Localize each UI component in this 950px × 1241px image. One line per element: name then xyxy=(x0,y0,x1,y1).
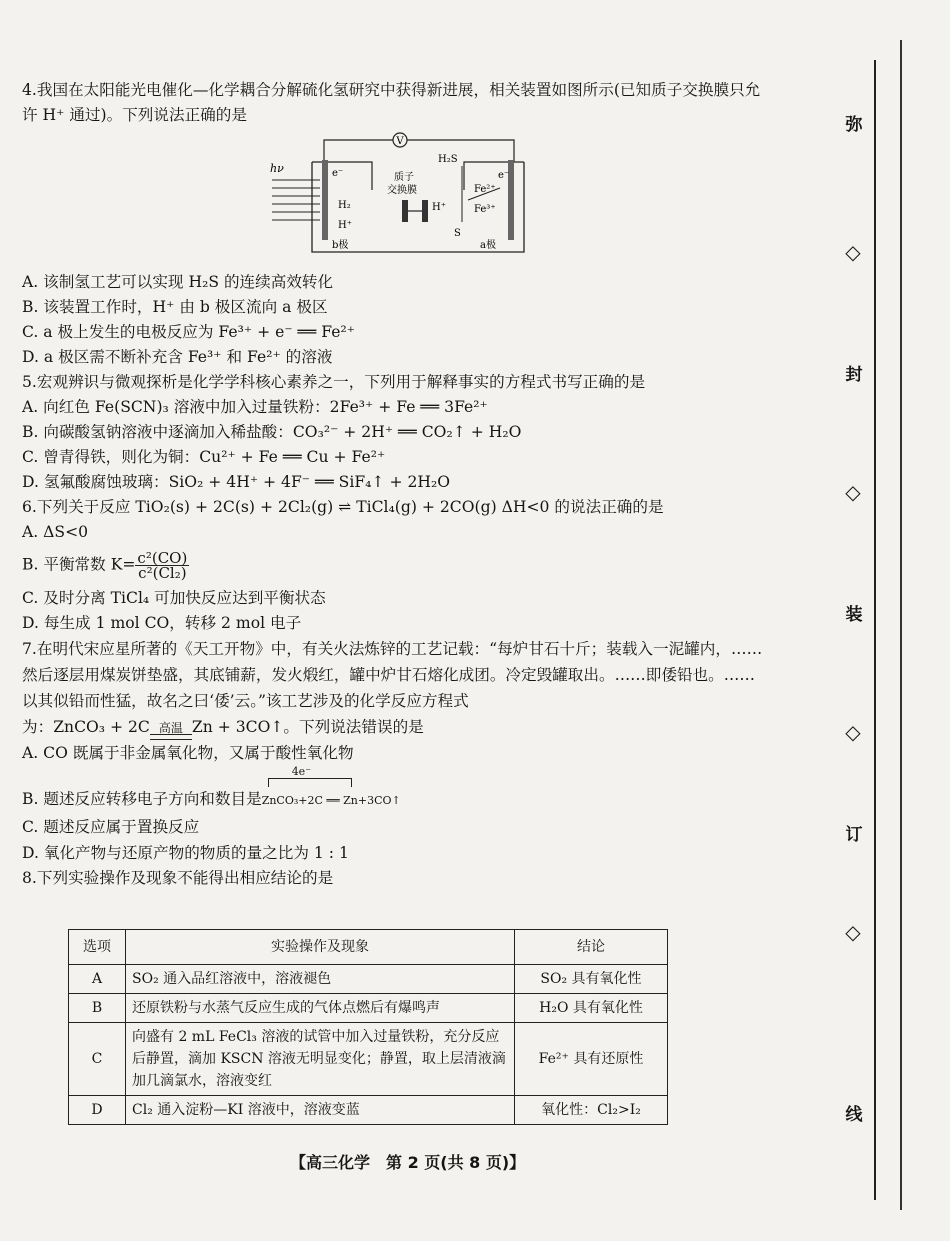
page-border xyxy=(900,40,902,1210)
table-header-row xyxy=(69,930,668,965)
table-row xyxy=(69,994,668,1023)
row-operation: SO₂ 通入品红溶液中，溶液褪色 xyxy=(126,965,515,994)
question-6-stem: 6.下列关于反应 TiO₂(s) + 2C(s) + 2Cl₂(g) ⇌ TiCl₄(g) + 2CO(g) ΔH<0 的说法正确的是 xyxy=(22,498,664,516)
question-5-option-a: A. 向红色 Fe(SCN)₃ 溶液中加入过量铁粉：2Fe³⁺ + Fe ══ 3Fe²⁺ xyxy=(22,398,488,416)
question-7-equation xyxy=(22,714,770,740)
header-operation: 实验操作及现象 xyxy=(126,930,515,965)
equilibrium-constant-fraction xyxy=(135,551,189,580)
electron-label-a: e⁻ xyxy=(498,170,510,181)
experiment-table xyxy=(68,929,668,1125)
page-footer: 【高三化学 第 2 页(共 8 页)】 xyxy=(290,1153,526,1172)
question-column xyxy=(22,78,770,891)
binding-label-1: 弥 xyxy=(845,115,863,135)
binding-label-4: 订 xyxy=(845,825,863,845)
question-8-stem: 8.下列实验操作及现象不能得出相应结论的是 xyxy=(22,869,334,887)
equation-suffix: Zn + 3CO↑。下列说法错误的是 xyxy=(191,718,424,736)
row-conclusion: H₂O 具有氧化性 xyxy=(515,994,668,1023)
question-4-option-d: D. a 极区需不断补充含 Fe³⁺ 和 Fe²⁺ 的溶液 xyxy=(22,348,333,366)
row-operation: 向盛有 2 mL FeCl₃ 溶液的试管中加入过量铁粉，充分反应后静置，滴加 KSCN 溶液无明显变化；静置，取上层清液滴加几滴氯水，溶液变红 xyxy=(126,1023,515,1096)
question-6-option-b-prefix: B. 平衡常数 K= xyxy=(22,555,136,574)
row-option: B xyxy=(69,994,126,1023)
question-7-option-b xyxy=(22,765,770,814)
binding-label-2: 封 xyxy=(845,365,863,385)
question-6-option-c: C. 及时分离 TiCl₄ 可加快反应达到平衡状态 xyxy=(22,589,326,607)
row-option: C xyxy=(69,1023,126,1096)
header-option: 选项 xyxy=(69,930,126,965)
question-4-option-a: A. 该制氢工艺可以实现 H₂S 的连续高效转化 xyxy=(22,273,334,291)
fraction-denominator: c²(Cl₂) xyxy=(138,564,187,582)
question-6-option-a: A. ΔS<0 xyxy=(22,523,89,541)
fe2-label: Fe²⁺ xyxy=(474,184,496,195)
table-row xyxy=(69,965,668,994)
diamond-icon: ◇ xyxy=(845,240,861,264)
fe3-label: Fe³⁺ xyxy=(474,204,496,215)
a-pole-label: a极 xyxy=(480,240,496,251)
table-row xyxy=(69,1096,668,1125)
b-electrode xyxy=(322,160,328,240)
row-operation: 还原铁粉与水蒸气反应生成的气体点燃后有爆鸣声 xyxy=(126,994,515,1023)
equation-prefix: 为：ZnCO₃ + 2C xyxy=(22,718,150,736)
question-7-option-d: D. 氧化产物与还原产物的物质的量之比为 1 : 1 xyxy=(22,844,349,862)
question-6-option-b xyxy=(22,551,770,580)
b-pole-label: b极 xyxy=(332,240,349,251)
row-option: A xyxy=(69,965,126,994)
diamond-icon: ◇ xyxy=(845,920,861,944)
question-7-option-c: C. 题述反应属于置换反应 xyxy=(22,818,200,836)
fraction-numerator: c²(CO) xyxy=(137,549,188,567)
electron-label-b: e⁻ xyxy=(332,168,344,179)
diamond-icon: ◇ xyxy=(845,720,861,744)
row-option: D xyxy=(69,1096,126,1125)
hv-label: hν xyxy=(270,162,284,175)
question-5-option-d: D. 氢氟酸腐蚀玻璃：SiO₂ + 4H⁺ + 4F⁻ ══ SiF₄↑ + 2H₂O xyxy=(22,473,451,491)
question-6-option-d: D. 每生成 1 mol CO，转移 2 mol 电子 xyxy=(22,614,302,632)
voltmeter-label: V xyxy=(396,136,404,147)
h2-label: H₂ xyxy=(338,200,351,211)
question-8 xyxy=(22,866,770,891)
transfer-equation-text: ZnCO₃+2C ══ Zn+3CO↑ xyxy=(261,794,401,807)
row-conclusion: SO₂ 具有氧化性 xyxy=(515,965,668,994)
electron-count-label: 4e⁻ xyxy=(291,765,312,778)
electron-transfer-bracket xyxy=(268,778,352,787)
row-operation: Cl₂ 通入淀粉—KI 溶液中，溶液变蓝 xyxy=(126,1096,515,1125)
question-5-stem: 5.宏观辨识与微观探析是化学学科核心素养之一，下列用于解释事实的方程式书写正确的是 xyxy=(22,373,646,391)
question-4-option-b: B. 该装置工作时，H⁺ 由 b 极区流向 a 极区 xyxy=(22,298,328,316)
binding-label-5: 线 xyxy=(845,1105,863,1125)
question-4-option-c: C. a 极上发生的电极反应为 Fe³⁺ + e⁻ ══ Fe²⁺ xyxy=(22,323,355,341)
proton-membrane xyxy=(402,200,408,222)
question-5-option-b: B. 向碳酸氢钠溶液中逐滴加入稀盐酸：CO₃²⁻ + 2H⁺ ══ CO₂↑ + H₂O xyxy=(22,423,522,441)
question-7-option-b-prefix: B. 题述反应转移电子方向和数目是 xyxy=(22,790,262,808)
diamond-icon: ◇ xyxy=(845,480,861,504)
question-7 xyxy=(22,636,770,866)
table-row xyxy=(69,1023,668,1096)
question-6 xyxy=(22,495,770,636)
question-7-stem: 7.在明代宋应星所著的《天工开物》中，有关火法炼锌的工艺记载：“每炉甘石十斤；装载入一泥罐内，……然后逐层用煤炭饼垫盛，其底铺薪，发火煅红，罐中炉甘石熔化成团。冷定毁罐取出。……即倭铅也。……以其似铅而性猛，故名之曰‘倭’云。”该工艺涉及的化学反应方程式 xyxy=(22,640,763,710)
question-4 xyxy=(22,78,770,370)
hplus-label-b: H⁺ xyxy=(338,220,352,231)
binding-margin xyxy=(830,60,882,1200)
hplus-label-a: H⁺ xyxy=(432,202,446,213)
electron-transfer-equation xyxy=(261,765,401,814)
membrane-label-1: 质子 xyxy=(394,172,414,183)
row-conclusion: 氧化性：Cl₂>I₂ xyxy=(515,1096,668,1125)
condition-label: 高温 xyxy=(158,721,183,735)
electrolysis-diagram xyxy=(242,130,542,258)
membrane-label-2: 交换膜 xyxy=(387,185,417,196)
header-conclusion: 结论 xyxy=(515,930,668,965)
h2s-label: H₂S xyxy=(438,154,458,165)
question-7-option-a: A. CO 既属于非金属氧化物，又属于酸性氧化物 xyxy=(22,744,354,762)
s-label: S xyxy=(454,228,461,239)
question-5 xyxy=(22,370,770,495)
question-5-option-c: C. 曾青得铁，则化为铜：Cu²⁺ + Fe ══ Cu + Fe²⁺ xyxy=(22,448,386,466)
binding-label-3: 装 xyxy=(845,605,863,625)
question-4-stem: 4.我国在太阳能光电催化—化学耦合分解硫化氢研究中获得新进展，相关装置如图所示(已知质子交换膜只允许 H⁺ 通过)。下列说法正确的是 xyxy=(22,81,761,124)
row-conclusion: Fe²⁺ 具有还原性 xyxy=(515,1023,668,1096)
binding-line xyxy=(874,60,876,1200)
reaction-condition xyxy=(150,722,192,740)
